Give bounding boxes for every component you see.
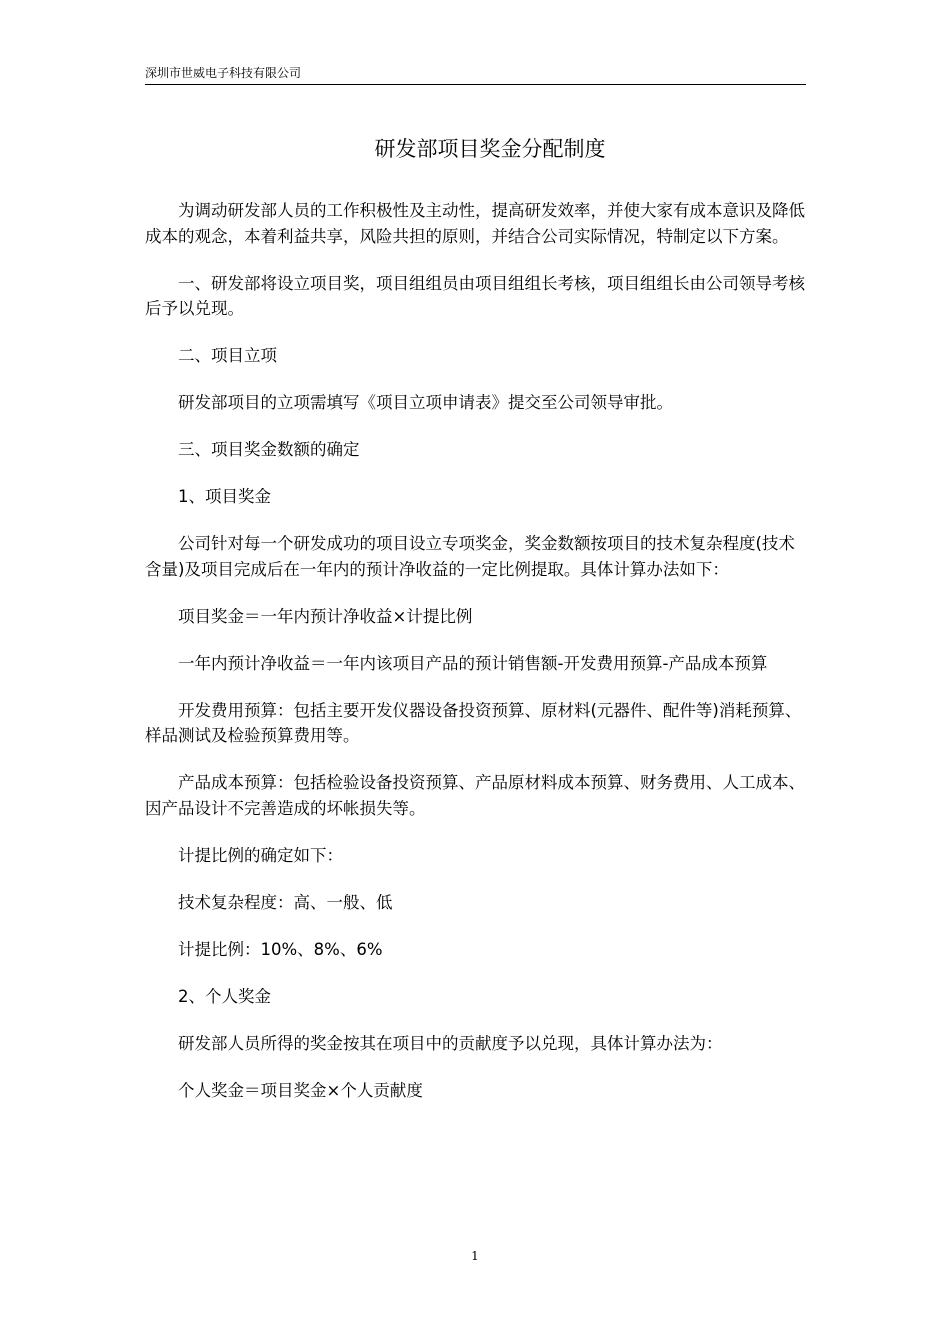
net-income-formula: 一年内预计净收益＝一年内该项目产品的预计销售额-开发费用预算-产品成本预算 <box>178 653 768 673</box>
personal-bonus-paragraph: 研发部人员所得的奖金按其在项目中的贡献度予以兑现，具体计算办法为： <box>178 1033 723 1053</box>
ratio-intro: 计提比例的确定如下： <box>178 845 343 865</box>
project-approval-paragraph: 研发部项目的立项需填写《项目立项申请表》提交至公司领导审批。 <box>178 393 673 412</box>
project-bonus-heading: 1、项目奖金 <box>178 487 271 506</box>
personal-bonus-heading: 2、个人奖金 <box>178 986 271 1006</box>
page-number: 1 <box>471 1249 479 1263</box>
document-body <box>145 198 807 1125</box>
section-two-heading: 二、项目立项 <box>178 346 277 365</box>
section-three-heading: 三、项目奖金数额的确定 <box>178 440 360 459</box>
company-name: 深圳市世威电子科技有限公司 <box>145 66 302 80</box>
ratio-values: 计提比例：10%、8%、6% <box>178 939 383 959</box>
project-bonus-formula: 项目奖金＝一年内预计净收益×计提比例 <box>178 606 473 626</box>
page-header <box>145 64 806 85</box>
product-cost-paragraph: 产品成本预算：包括检验设备投资预算、产品原材料成本预算、财务费用、人工成本、因产品设计不完善造成的坏帐损失等。 <box>145 773 805 818</box>
document-title: 研发部项目奖金分配制度 <box>374 137 606 161</box>
section-one-paragraph: 一、研发部将设立项目奖，项目组组员由项目组组长考核，项目组组长由公司领导考核后予以兑现。 <box>145 273 805 318</box>
development-budget-paragraph: 开发费用预算：包括主要开发仪器设备投资预算、原材料(元器件、配件等)消耗预算、样品测试及检验预算费用等。 <box>145 700 802 745</box>
project-bonus-paragraph: 公司针对每一个研发成功的项目设立专项奖金，奖金数额按项目的技术复杂程度(技术含量)及项目完成后在一年内的预计净收益的一定比例提取。具体计算办法如下： <box>145 534 795 579</box>
personal-bonus-formula: 个人奖金＝项目奖金×个人贡献度 <box>178 1080 423 1100</box>
complexity-levels: 技术复杂程度：高、一般、低 <box>178 892 393 912</box>
intro-paragraph: 为调动研发部人员的工作积极性及主动性，提高研发效率，并使大家有成本意识及降低成本的观念，本着利益共享，风险共担的原则，并结合公司实际情况，特制定以下方案。 <box>145 201 805 246</box>
